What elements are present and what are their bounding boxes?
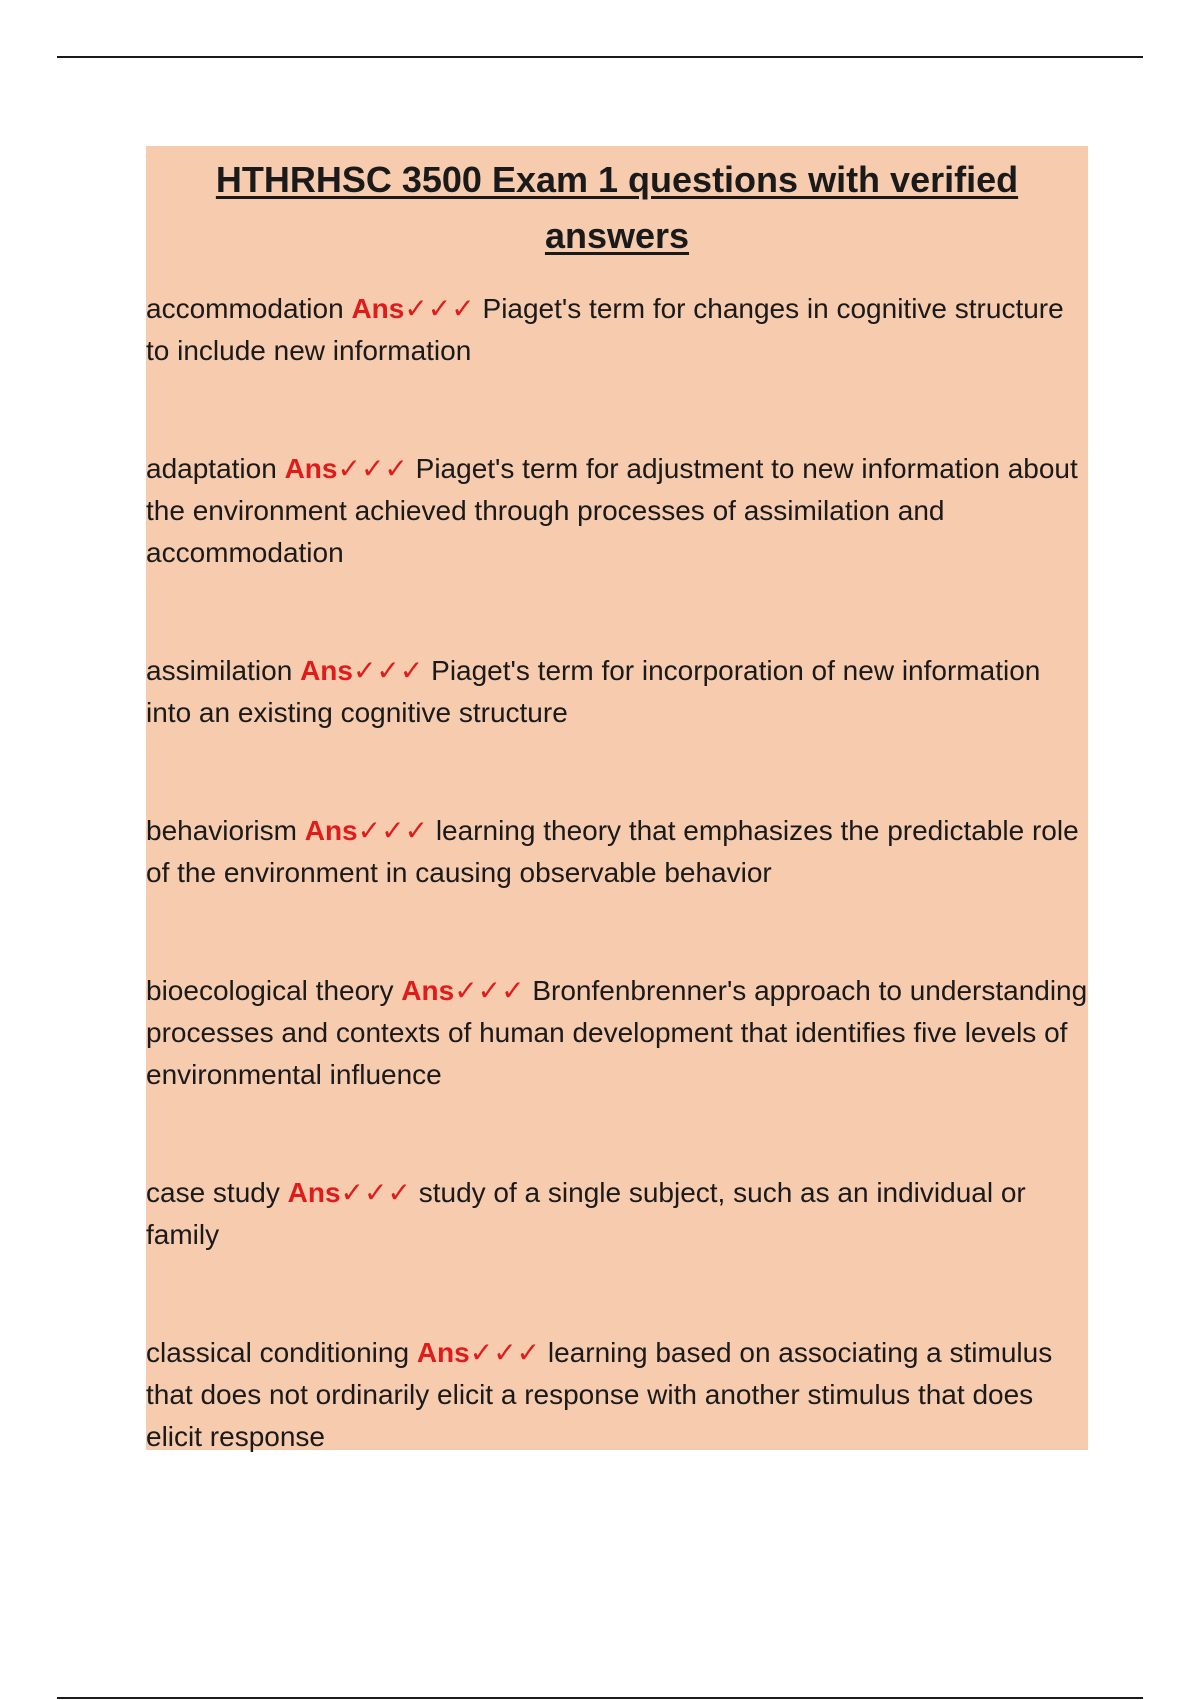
entry-definition: learning theory that emphasizes the predictable role of the environment in causing observable behavior — [146, 815, 1079, 888]
answer-label: Ans — [304, 815, 358, 846]
entry — [146, 810, 1088, 894]
entry-term: classical conditioning — [146, 1337, 410, 1368]
entry — [146, 970, 1088, 1096]
check-marks-icon: ✓✓✓ — [357, 815, 429, 846]
entry-definition: Piaget's term for incorporation of new information into an existing cognitive structure — [146, 655, 1041, 728]
entry — [146, 1332, 1088, 1458]
entry-term: bioecological theory — [146, 975, 394, 1006]
entry-term: assimilation — [146, 655, 293, 686]
entry-definition: Bronfenbrenner's approach to understanding processes and contexts of human development that identifies five levels of environmental influence — [146, 975, 1088, 1090]
top-rule — [57, 56, 1143, 58]
entry-term: behaviorism — [146, 815, 297, 846]
check-marks-icon: ✓✓✓ — [340, 1177, 411, 1208]
entry-definition: Piaget's term for changes in cognitive structure to include new information — [146, 293, 1064, 366]
bottom-rule — [57, 1697, 1143, 1699]
entry-definition: learning based on associating a stimulus that does not ordinarily elicit a response with another stimulus that does elicit response — [146, 1337, 1053, 1452]
check-marks-icon: ✓✓✓ — [352, 655, 424, 686]
entry-term: adaptation — [146, 453, 277, 484]
answer-label: Ans — [287, 1177, 341, 1208]
answer-label: Ans — [416, 1337, 470, 1368]
entry-term: accommodation — [146, 293, 344, 324]
answer-label: Ans — [284, 453, 338, 484]
entry — [146, 448, 1088, 574]
answer-label: Ans — [351, 293, 405, 324]
check-marks-icon: ✓✓✓ — [454, 975, 525, 1006]
entry-definition: Piaget's term for adjustment to new information about the environment achieved through processes of assimilation and accommodation — [146, 453, 1078, 568]
answer-label: Ans — [401, 975, 455, 1006]
study-sheet — [146, 146, 1088, 1450]
check-marks-icon: ✓✓✓ — [469, 1337, 541, 1368]
answer-label: Ans — [300, 655, 353, 686]
entry — [146, 1172, 1088, 1256]
entry-definition: study of a single subject, such as an individual or family — [146, 1177, 1026, 1250]
entry — [146, 288, 1088, 372]
check-marks-icon: ✓✓✓ — [337, 453, 408, 484]
entry-term: case study — [146, 1177, 280, 1208]
entry-list — [146, 288, 1088, 1458]
entry — [146, 650, 1088, 734]
document-title: HTHRHSC 3500 Exam 1 questions with verified answers — [215, 159, 1019, 256]
check-marks-icon: ✓✓✓ — [404, 293, 475, 324]
